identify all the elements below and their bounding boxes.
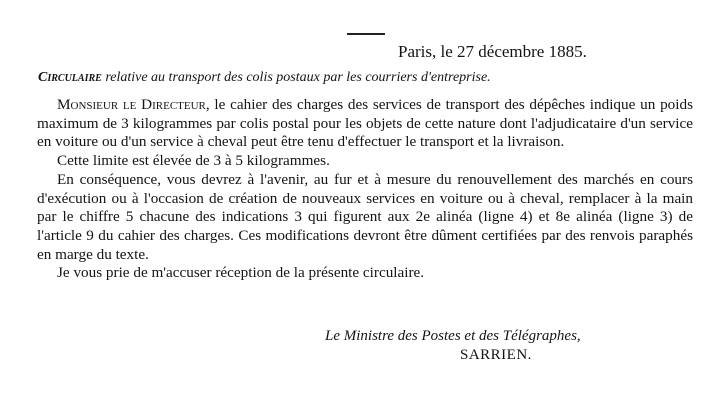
- paragraph-1: [37, 96, 693, 152]
- header-rule: [347, 33, 385, 35]
- signature-name: SARRIEN.: [460, 347, 532, 363]
- signature-title: Le Ministre des Postes et des Télégraphes,: [325, 328, 581, 344]
- circular-body: [37, 96, 693, 283]
- subject-lead: Circulaire: [38, 70, 102, 85]
- subject-text: relative au transport des colis postaux par les courriers d'entreprise.: [101, 70, 491, 85]
- dateline: Paris, le 27 décembre 1885.: [398, 42, 587, 61]
- paragraph-1-text: , le cahier des charges des services de transport des dépêches indique un poids maximum de 3 kilogrammes par colis postal pour les objets de cette nature dont l'adjudicataire d'un service en voiture ou d'un service à cheval peut être tenu d'effectuer le transport et la livraison.: [37, 96, 693, 151]
- circular-subject: [38, 70, 491, 86]
- paragraph-2: Cette limite est élevée de 3 à 5 kilogrammes.: [57, 152, 330, 170]
- salutation: Monsieur le Directeur: [57, 96, 206, 113]
- paragraph-4: Je vous prie de m'accuser réception de la présente circulaire.: [57, 264, 425, 282]
- paragraph-3: En conséquence, vous devrez à l'avenir, au fur et à mesure du renouvellement des marchés en cours d'exécution ou à l'occasion de création de nouveaux services en voiture ou à cheval, remplacer à la main par le chiffre 5 chacune des indications 3 qui figurent aux 2e alinéa (ligne 4) et 8e alinéa (ligne 3) de l'article 9 du cahier des charges. Ces modifications devront être dûment certifiées par des renvois paraphés en marge du texte.: [37, 170, 693, 263]
